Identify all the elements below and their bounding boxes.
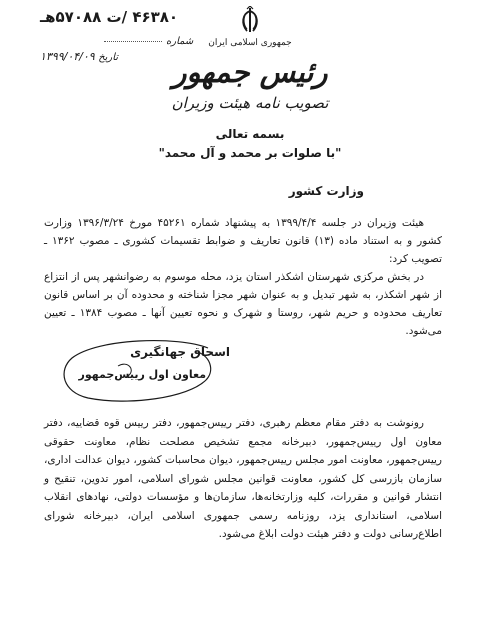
reference-number: [40, 8, 178, 26]
decree-paragraph-2: در بخش مرکزی شهرستان اشکذر استان یزد، محله موسوم به رضوانشهر پس از انتزاع از شهر اشکذر، به شهر تبدیل و به عنوان شهر مجزا شناخته و محدوده آن بر اساس قانون تعاریف محدوده و حریم شهر، روستا و شهرک و نحوه تعیین آنها ـ مصوب ۱۳۸۴ ـ تعیین می‌شود.: [44, 271, 442, 337]
decree-body: [44, 214, 442, 340]
decree-title: تصویب نامه هیئت وزیران: [171, 94, 329, 112]
signatory-name: اسحاق جهانگیری: [130, 345, 230, 359]
copies-distribution: [44, 414, 442, 544]
republic-label: جمهوری اسلامی ایران: [208, 38, 292, 48]
reference-number-value: ۴۶۳۸۰ /ت ۵۷۰۸۸هـ: [40, 8, 179, 26]
iran-emblem-icon: [238, 6, 262, 36]
copies-paragraph: رونوشت به دفتر مقام معظم رهبری، دفتر رییس‌جمهور، دفتر رییس قوه قضاییه، دفتر معاون اول رییس‌جمهور، دبیرخانه مجمع تشخیص مصلحت نظام، معاونت حقوقی رییس‌جمهور، معاونت امور مجلس رییس‌جمهور، دیوان محاسبات کشور، دیوان عدالت اداری، سازمان بازرسی کل کشور، معاونت قوانین مجلس شورای اسلامی، امور تدوین، تنقیح و انتشار قوانین و مقررات، کلیه وزارتخانه‌ها، سازمان‌ها و مؤسسات دولتی، نهادهای انقلاب اسلامی، استانداری یزد، روزنامه رسمی جمهوری اسلامی ایران، دبیرخانه شورای اطلاع‌رسانی دولت و دفتر هیئت دولت ابلاغ می‌شود.: [44, 417, 442, 540]
date-value: ۱۳۹۹/۰۴/۰۹: [40, 50, 95, 63]
basmala: بسمه تعالی: [215, 127, 285, 141]
signatory-title: معاون اول رییس‌جمهور: [78, 368, 206, 381]
president-title: رئیس جمهور: [172, 55, 328, 89]
recipient: وزارت کشور: [288, 184, 364, 198]
decree-paragraph-1: هیئت وزیران در جلسه ۱۳۹۹/۴/۴ به پیشنهاد شماره ۴۵۲۶۱ مورخ ۱۳۹۶/۳/۲۴ وزارت کشور و به استناد ماده (۱۳) قانون تعاریف و ضوابط تقسیمات کشوری ـ مصوب ۱۳۶۲ ـ تصویب کرد:: [44, 217, 442, 265]
salawat: "با صلوات بر محمد و آل محمد": [158, 146, 342, 160]
date-label: تاریخ: [98, 52, 119, 63]
reference-date-row: [40, 50, 118, 63]
number-label: شماره: [166, 36, 194, 47]
